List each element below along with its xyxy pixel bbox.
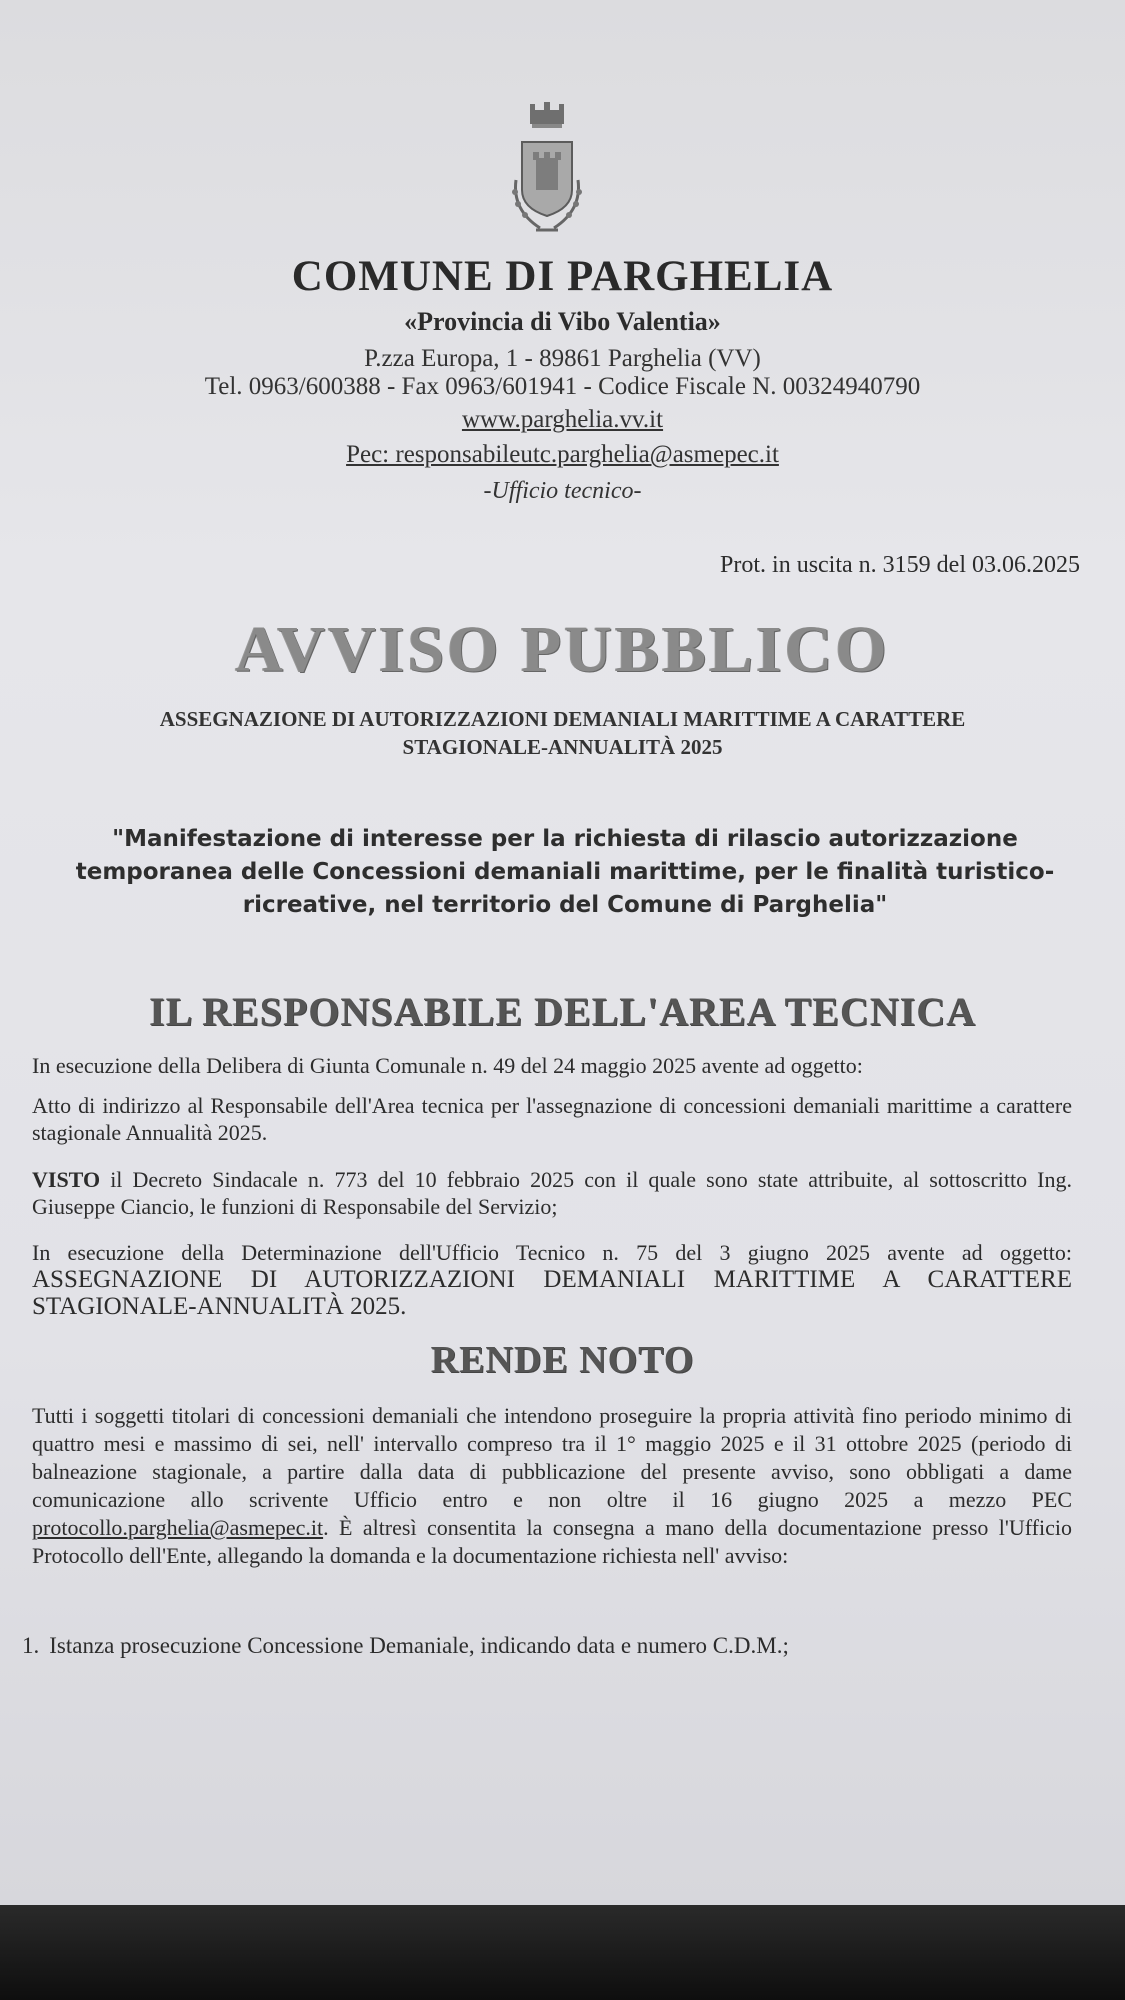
subject-quote: "Manifestazione di interesse per la richiesta di rilascio autorizzazione temporanea delle Concessioni demaniali marittime, per le finalità turistico-ricreative, nel territorio del Comune di Parghelia"	[75, 826, 1055, 918]
coat-of-arms-icon	[500, 100, 594, 250]
comune-name: COMUNE DI PARGHELIA	[291, 253, 834, 300]
notice-text-after: . È altresì consentita la consegna a mano della documentazione presso l'Ufficio Protocollo dell'Ente, allegando la domanda e la documentazione richiesta nell' avviso:	[32, 1515, 1072, 1568]
subtitle-line-2: STAGIONALE-ANNUALITÀ 2025	[402, 735, 723, 759]
responsabile-heading: IL RESPONSABILE DELL'AREA TECNICA	[149, 989, 976, 1034]
paragraph-notice	[32, 1402, 1072, 1570]
paragraph-atto: Atto di indirizzo al Responsabile dell'Area tecnica per l'assegnazione di concessioni demaniali marittime a carattere stagionale Annualità 2025.	[32, 1093, 1072, 1145]
determinazione-subject: ASSEGNAZIONE DI AUTORIZZAZIONI DEMANIALI MARITTIME A CARATTERE STAGIONALE-ANNUALITÀ 2025.	[32, 1266, 1072, 1320]
list-item-text: Istanza prosecuzione Concessione Demaniale, indicando data e numero C.D.M.;	[49, 1633, 789, 1658]
paragraph-determinazione	[32, 1239, 1072, 1320]
protocol-pec-link[interactable]: protocollo.parghelia@asmepec.it	[32, 1515, 324, 1540]
determinazione-text: In esecuzione della Determinazione dell'Ufficio Tecnico n. 75 del 3 giugno 2025 avente ad oggetto:	[32, 1240, 1072, 1265]
notice-text-before: Tutti i soggetti titolari di concessioni demaniali che intendono proseguire la propria attività fino periodo minimo di quattro mesi e massimo di sei, nell' intervallo compreso tra il 1° maggio 2025 e il 31 ottobre 2025 (periodo di balneazione stagionale, a partire dalla data di pubblicazione del presente avviso, sono obbligati a dame comunicazione allo scrivente Ufficio entro e non oltre il 16 giugno 2025 a mezzo PEC	[32, 1403, 1072, 1512]
subtitle-line-1: ASSEGNAZIONE DI AUTORIZZAZIONI DEMANIALI MARITTIME A CARATTERE	[159, 707, 966, 731]
list-item-number: 1.	[22, 1633, 40, 1658]
visto-label: VISTO	[32, 1167, 101, 1192]
website-link[interactable]: www.parghelia.vv.it	[461, 406, 664, 433]
visto-text: il Decreto Sindacale n. 773 del 10 febbraio 2025 con il quale sono state attribuite, al sottoscritto Ing. Giuseppe Ciancio, le funzioni di Responsabile del Servizio;	[32, 1167, 1072, 1219]
address: P.zza Europa, 1 - 89861 Parghelia (VV)	[364, 345, 761, 372]
list-item	[22, 1633, 789, 1659]
protocol-number: Prot. in uscita n. 3159 del 03.06.2025	[720, 552, 1080, 578]
paragraph-visto	[32, 1166, 1072, 1220]
provincia: «Provincia di Vibo Valentia»	[404, 307, 721, 336]
document-title: AVVISO PUBBLICO	[235, 613, 890, 686]
subtitle	[0, 705, 1125, 761]
background-edge	[0, 1905, 1125, 2000]
ufficio: -Ufficio tecnico-	[483, 478, 642, 504]
contacts: Tel. 0963/600388 - Fax 0963/601941 - Codice Fiscale N. 00324940790	[204, 373, 921, 400]
paragraph-delibera: In esecuzione della Delibera di Giunta Comunale n. 49 del 24 maggio 2025 avente ad oggetto:	[32, 1053, 863, 1078]
rende-noto-heading: RENDE NOTO	[430, 1339, 695, 1381]
pec-link[interactable]: Pec: responsabileutc.parghelia@asmepec.it	[346, 441, 779, 468]
